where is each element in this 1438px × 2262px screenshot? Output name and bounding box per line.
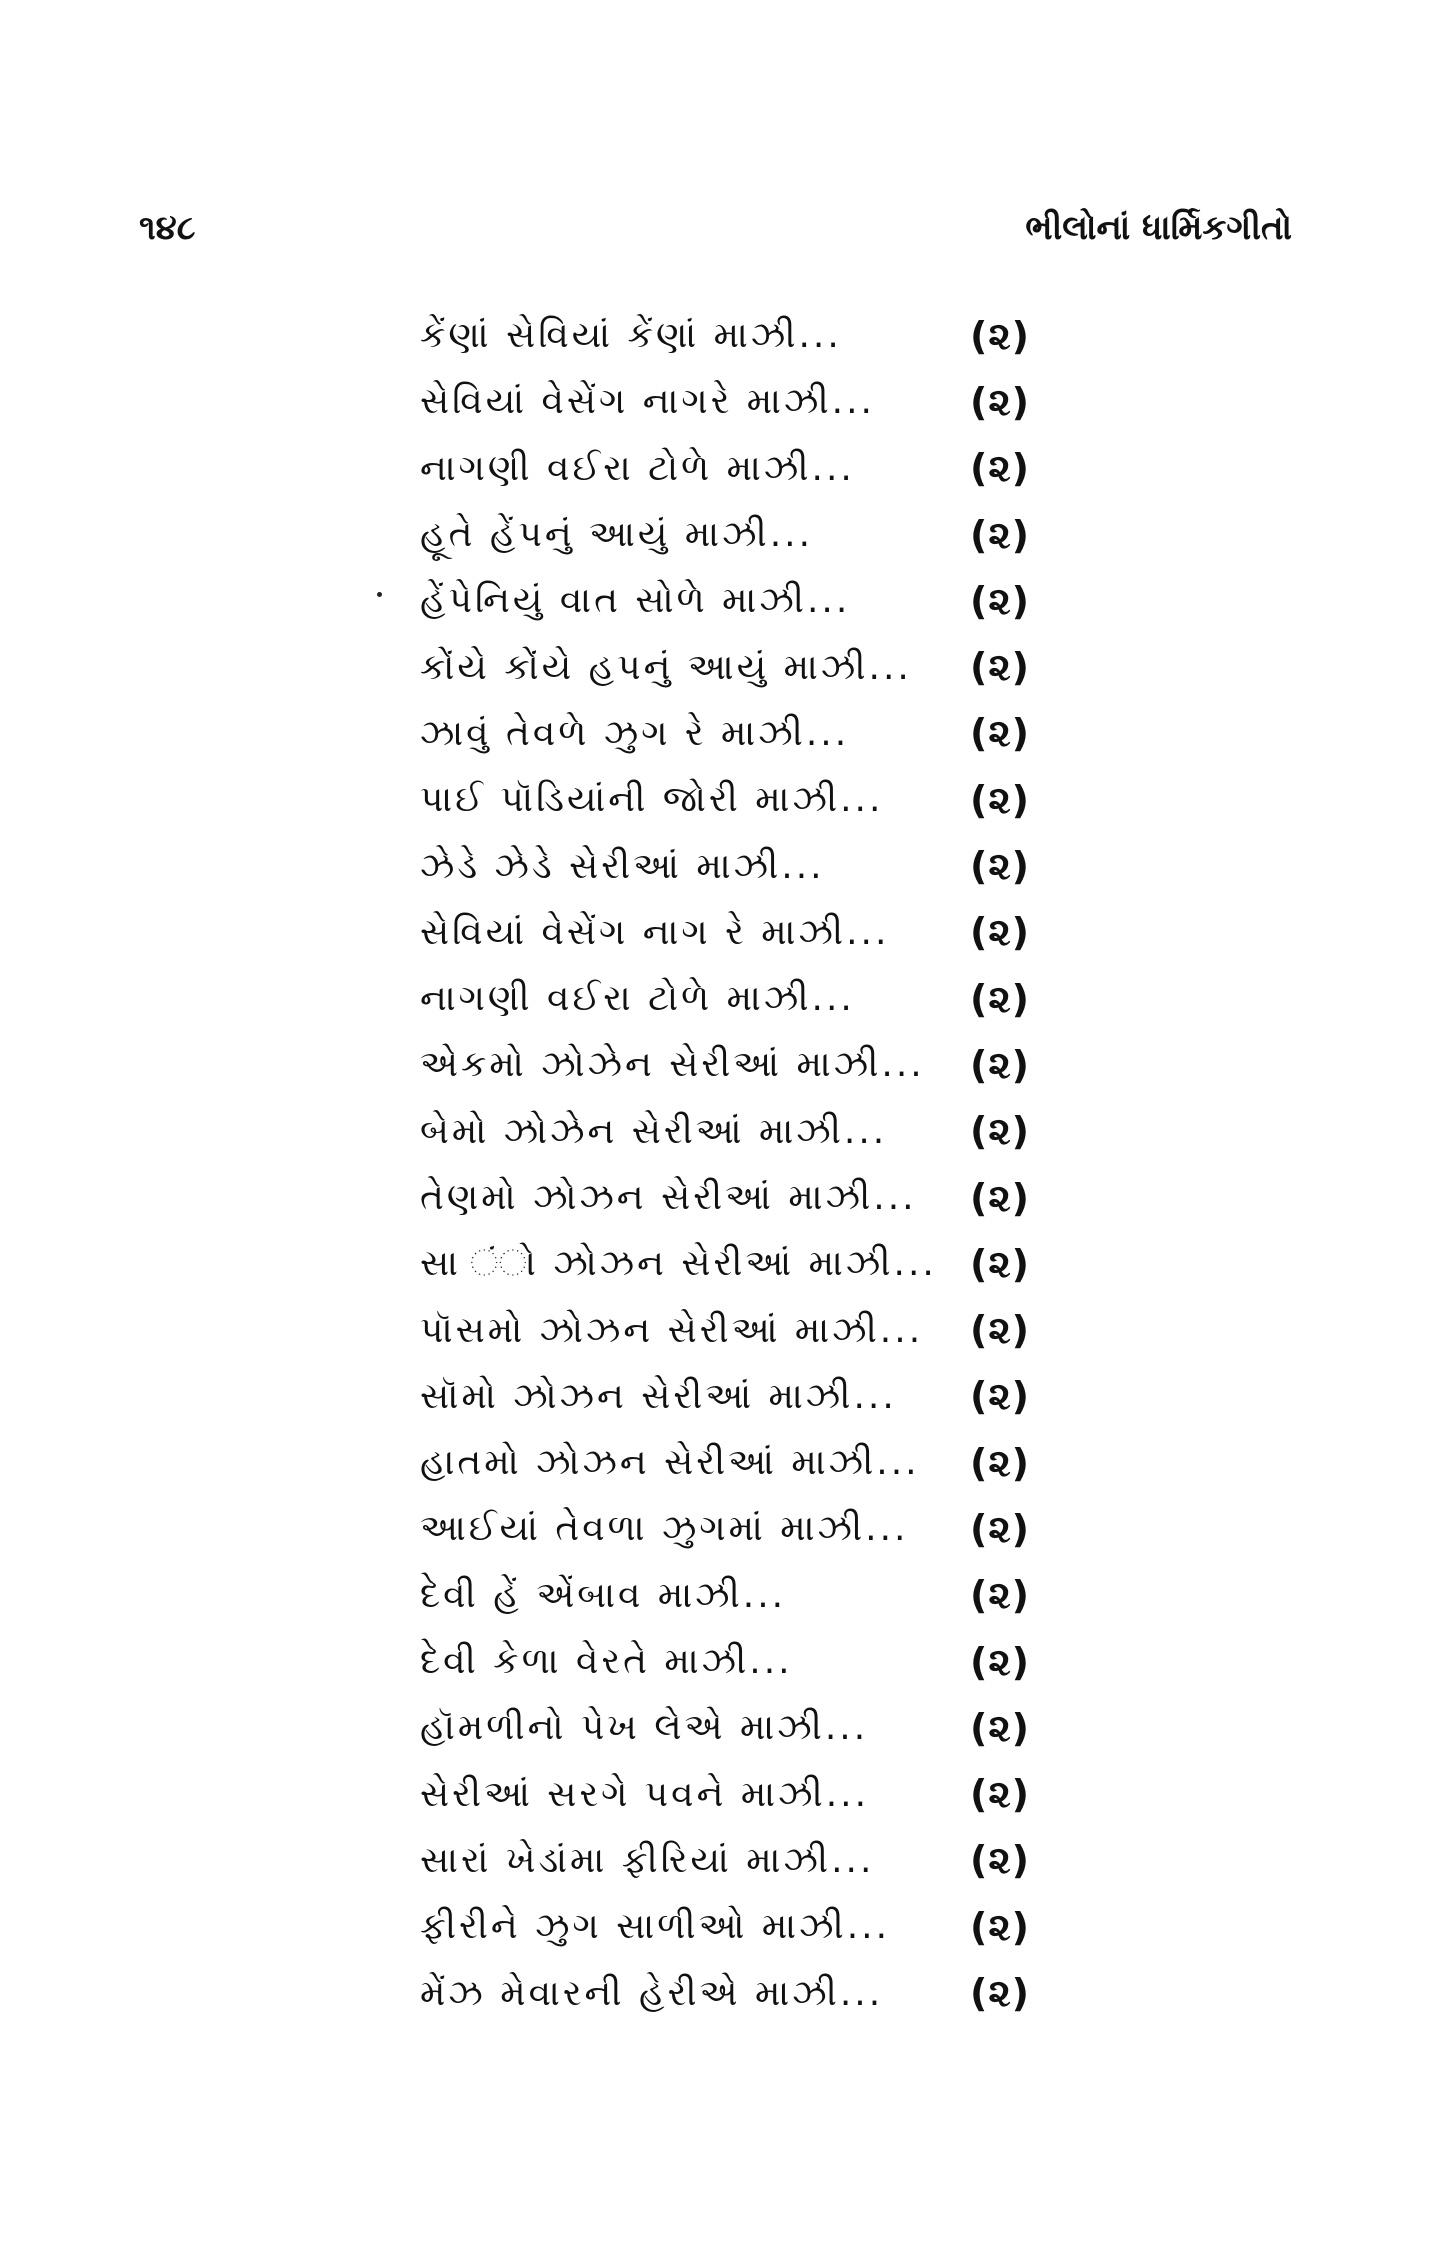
verse-line <box>420 1695 1030 1761</box>
refrain-mark: (૨) <box>969 1506 1030 1551</box>
refrain-mark: (૨) <box>969 844 1030 889</box>
refrain-mark: (૨) <box>969 1639 1030 1684</box>
verse-line <box>420 900 1030 966</box>
refrain-mark: (૨) <box>969 1838 1030 1883</box>
refrain-mark: (૨) <box>969 512 1030 557</box>
verse-line-text: સારાં ખેડાંમા ફીરિયાં માઝી... <box>420 1839 875 1881</box>
verse-line <box>420 369 1030 435</box>
verse-line <box>420 1496 1030 1562</box>
verse-line-text: સેવિયાં વેસેંગ નાગ રે માઝી... <box>420 911 890 953</box>
verse-line <box>420 701 1030 767</box>
verse-line <box>420 1894 1030 1960</box>
refrain-mark: (૨) <box>969 1772 1030 1817</box>
running-head-title: ભીલોનાં ધાર્મિકગીતો <box>1025 208 1292 248</box>
verse-line-text: નાગણી વઈરા ટોળે માઝી... <box>420 978 855 1020</box>
verse-line <box>420 1629 1030 1695</box>
refrain-mark: (૨) <box>969 645 1030 690</box>
verse-line <box>420 1364 1030 1430</box>
refrain-mark: (૨) <box>969 1308 1030 1353</box>
refrain-mark: (૨) <box>969 1705 1030 1750</box>
verse-line <box>420 1165 1030 1231</box>
verse-line-text: કોંયે કોંયે હપનું આયું માઝી... <box>420 646 912 688</box>
verse-line <box>420 1231 1030 1297</box>
verse-line-text: હૉમળીનો પેખ લેએ માઝી... <box>420 1707 869 1749</box>
verse-line-text: હેંપેનિયું વાત સોળે માઝી... <box>420 580 851 622</box>
verse-line <box>420 767 1030 833</box>
verse-line <box>420 1032 1030 1098</box>
verse-line-text: સૉમો ઝોઝન સેરીઆં માઝી... <box>420 1375 897 1417</box>
verse-line <box>420 1430 1030 1496</box>
verse-line <box>420 502 1030 568</box>
verse-line-text: દેવી હેં એંબાવ માઝી... <box>420 1574 787 1616</box>
refrain-mark: (૨) <box>969 1440 1030 1485</box>
refrain-mark: (૨) <box>969 313 1030 358</box>
refrain-mark: (૨) <box>969 1904 1030 1949</box>
verse-line-text: આઈયાં તેવળા ઝુગમાં માઝી... <box>420 1508 909 1550</box>
verse-line-text: ફીરીને ઝુગ સાળીઓ માઝી... <box>420 1906 891 1948</box>
verse-line-text: કેંણાં સેવિયાં કેંણાં માઝી... <box>420 315 842 357</box>
verse-line <box>420 1099 1030 1165</box>
refrain-mark: (૨) <box>969 1175 1030 1220</box>
refrain-mark: (૨) <box>969 711 1030 756</box>
verse-line-text: ઝાવું તેવળે ઝુગ રે માઝી... <box>420 712 850 754</box>
verse-line-text: પાઈ પૉડિયાંની જોરી માઝી... <box>420 779 884 821</box>
refrain-mark: (૨) <box>969 446 1030 491</box>
refrain-mark: (૨) <box>969 910 1030 955</box>
refrain-mark: (૨) <box>969 1374 1030 1419</box>
verse-line <box>420 1762 1030 1828</box>
verse-line-text: એકમો ઝોઝેન સેરીઆં માઝી... <box>420 1044 925 1086</box>
verse-line-text: ઝેડે ઝેડે સેરીઆં માઝી... <box>420 845 825 887</box>
verse-line-text: દેવી કેળા વેરતે માઝી... <box>420 1641 793 1683</box>
verse-line <box>420 634 1030 700</box>
verse-line-text: સા ંો ઝોઝન સેરીઆં માઝી... <box>420 1243 937 1285</box>
verse-line-text: નાગણી વઈરા ટોળે માઝી... <box>420 447 855 489</box>
verse-line-text: સેરીઆં સરગે પવને માઝી... <box>420 1773 870 1815</box>
verse-line-text: હૂતે હેંપનું આયું માઝી... <box>420 514 814 556</box>
verse-line <box>420 1960 1030 2026</box>
verse-line <box>420 833 1030 899</box>
verse-line-text: હાતમો ઝોઝન સેરીઆં માઝી... <box>420 1442 920 1484</box>
refrain-mark: (૨) <box>969 1109 1030 1154</box>
verse-line <box>420 966 1030 1032</box>
verse-line <box>420 568 1030 634</box>
song-verse <box>420 303 1030 2027</box>
verse-line <box>420 436 1030 502</box>
verse-line <box>420 303 1030 369</box>
refrain-mark: (૨) <box>969 777 1030 822</box>
refrain-mark: (૨) <box>969 1042 1030 1087</box>
verse-line-text: પૉસમો ઝોઝન સેરીઆં માઝી... <box>420 1309 924 1351</box>
refrain-mark: (૨) <box>969 578 1030 623</box>
verse-line-text: તેણમો ઝોઝન સેરીઆં માઝી... <box>420 1177 917 1218</box>
verse-line <box>420 1563 1030 1629</box>
refrain-mark: (૨) <box>969 1573 1030 1618</box>
page-number: ૧૪૮ <box>139 208 196 248</box>
refrain-mark: (૨) <box>969 1971 1030 2016</box>
refrain-mark: (૨) <box>969 379 1030 424</box>
verse-line-text: સેવિયાં વેસેંગ નાગરે માઝી... <box>420 381 875 423</box>
verse-line-text: બેમો ઝોઝેન સેરીઆં માઝી... <box>420 1110 888 1152</box>
refrain-mark: (૨) <box>969 1241 1030 1286</box>
verse-line <box>420 1828 1030 1894</box>
verse-line <box>420 1297 1030 1363</box>
verse-line-text: મેંઝ મેવારની હેરીએ માઝી... <box>420 1972 884 2014</box>
refrain-mark: (૨) <box>969 976 1030 1021</box>
stray-mark <box>377 592 382 597</box>
